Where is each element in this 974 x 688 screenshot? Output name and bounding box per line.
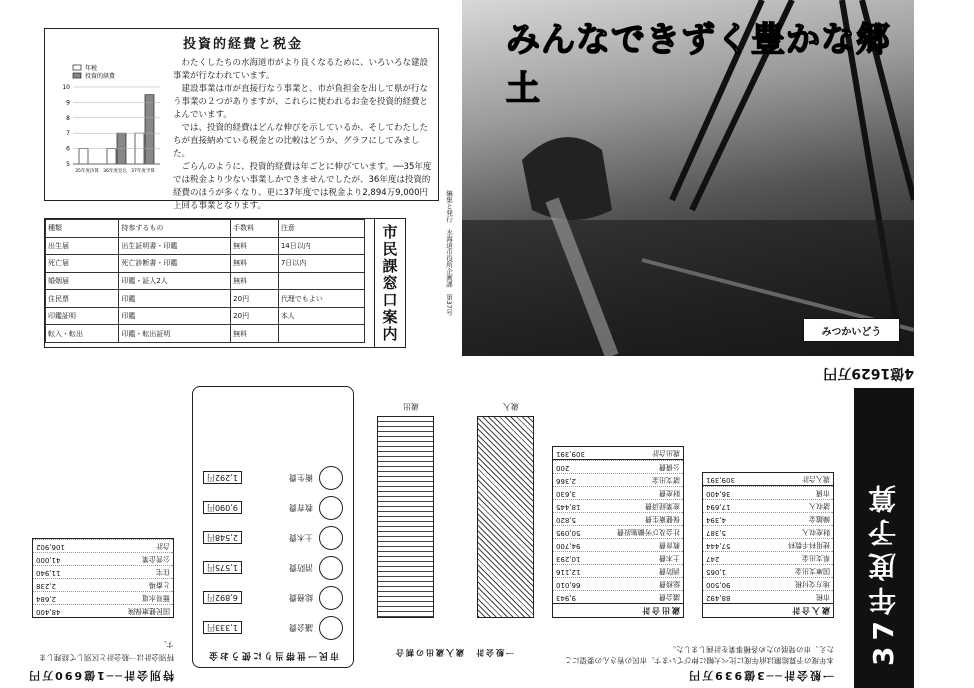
bar-年税 (107, 149, 116, 164)
row-value: 3,630 (556, 490, 577, 498)
table-row (46, 255, 365, 273)
row-value: 36,400 (706, 490, 731, 498)
coin-icon (319, 526, 343, 550)
revenue-table (702, 472, 834, 618)
coin-value: 9,090円 (203, 502, 242, 515)
citizen-office-title: 市民課窓口案内 (374, 219, 405, 347)
row-value: 11,940 (36, 569, 61, 577)
row-value: 247 (706, 555, 720, 563)
row-label: 諸支出金 (652, 476, 680, 484)
y-tick-label: 6 (66, 145, 70, 153)
coins-panel (192, 386, 354, 668)
budget-intro: 本年度の予算総額は前年度に比べ大幅に伸びています。市民の皆さんの要望にこたえ、市の発展のため各種事業を計画しました。 (564, 645, 834, 665)
x-tick-label: 36年度見込 (103, 169, 127, 174)
row-value: 17,694 (706, 503, 731, 511)
row-label: 市税 (816, 593, 830, 601)
special-total: 特別会計──1億690万円 (27, 669, 174, 682)
revenue-row (703, 577, 833, 590)
row-label: 住宅 (156, 568, 170, 576)
row-value: 4,394 (706, 516, 727, 524)
row-value: 2,366 (556, 477, 577, 485)
table-row (46, 307, 365, 325)
coin-label: 衛生費 (289, 473, 313, 483)
general-total: 一般会計──3億939万円 (687, 669, 834, 682)
row-value: 2,238 (36, 582, 57, 590)
row-value: 18,445 (556, 503, 581, 511)
coin-label: 土木費 (289, 533, 313, 543)
expense-row (553, 551, 683, 564)
row-label: と畜場 (149, 581, 170, 589)
table-cell (278, 272, 364, 290)
row-label: 諸収入 (809, 502, 830, 510)
budget-total: 4億1629万円 (823, 365, 914, 381)
expense-row (553, 538, 683, 551)
row-label: 社会及び労働施設費 (617, 528, 680, 536)
row-label: 公営企業 (142, 555, 170, 563)
coin-label: 教育費 (289, 503, 313, 513)
row-value: 94,700 (556, 542, 581, 550)
table-cell: 転入・転出 (46, 325, 119, 343)
row-label: 国民健康保険 (128, 607, 170, 615)
coin-item (203, 496, 343, 520)
row-label: 消防費 (659, 567, 680, 575)
table-cell: 出生証明書・印鑑 (119, 237, 231, 255)
x-tick-label: 35年度決算 (75, 169, 99, 174)
investment-para-1: わたくしたちの水海道市がより良くなるために、いろいろな建設事業が行なわれています。 (173, 58, 429, 81)
coin-icon (319, 466, 343, 490)
coin-value: 1,333円 (203, 622, 242, 635)
row-label: 繰越金 (809, 515, 830, 523)
revenue-row (703, 525, 833, 538)
stack-col-expense (377, 416, 434, 618)
table-cell: 無料 (231, 255, 279, 273)
row-value: 5,820 (556, 516, 577, 524)
y-tick-label: 9 (66, 99, 70, 107)
row-label: 総務費 (659, 580, 680, 588)
row-label: 財産収入 (802, 528, 830, 536)
y-tick-label: 7 (66, 130, 70, 138)
coin-label: 議会費 (289, 623, 313, 633)
expense-row (553, 525, 683, 538)
table-cell: 無料 (231, 237, 279, 255)
expense-row (553, 577, 683, 590)
coins-title: 市民一世帯当りに使うお金 (207, 650, 340, 660)
coin-value: 2,548円 (203, 532, 242, 545)
row-label: 土木費 (659, 554, 680, 562)
table-cell: 死亡届 (46, 255, 119, 273)
special-row (33, 565, 173, 578)
coin-icon (319, 556, 343, 580)
row-label: 合計 (156, 542, 170, 550)
stack-chart (364, 388, 544, 658)
row-label: 保健衛生費 (645, 515, 680, 523)
bar-年税 (79, 149, 88, 164)
row-value: 12,116 (556, 568, 581, 576)
row-value: 90,500 (706, 581, 731, 589)
photo-caption: みつかいどう (803, 318, 900, 342)
table-cell: 出生届 (46, 237, 119, 255)
table-cell: 20円 (231, 307, 279, 325)
row-value: 1,065 (706, 568, 727, 576)
x-tick-label: 37年度予算 (131, 169, 155, 174)
special-row (33, 591, 173, 604)
cover-photo (462, 0, 914, 356)
expense-total-row (553, 447, 683, 460)
coin-icon (319, 496, 343, 520)
coin-value: 1,575円 (203, 562, 242, 575)
special-row (33, 552, 173, 565)
stack-label-expense: 歳出 (403, 402, 419, 411)
table-cell: 死亡診断書・印鑑 (119, 255, 231, 273)
bar-投資的経費 (145, 95, 154, 164)
investment-panel (44, 28, 439, 211)
investment-body (173, 57, 435, 213)
legend-invest: 投資的経費 (85, 73, 116, 80)
budget-main-title: 37年度予算 (867, 479, 900, 666)
table-cell: 印鑑証明 (46, 307, 119, 325)
revenue-row (703, 551, 833, 564)
special-row (33, 578, 173, 591)
investment-para-4: ごらんのように、投資的経費は年ごとに伸びています。──35年度では税金より少ない事業しかできませんでしたが、36年度は投資的経費のほうが多くなり、更に37年度では税金より2,894万9,000円上回る事業となります。 (173, 162, 432, 211)
coin-item (203, 466, 343, 490)
table-cell: 印鑑 (119, 307, 231, 325)
table-cell: 婚姻届 (46, 272, 119, 290)
row-value: 48,400 (36, 608, 61, 616)
row-label: 使用料手数料 (788, 541, 830, 549)
table-cell: 印鑑・転出証明 (119, 325, 231, 343)
revenue-row (703, 590, 833, 603)
table-cell: 住民票 (46, 290, 119, 308)
table-cell: 本人 (278, 307, 364, 325)
coin-value: 1,292円 (203, 472, 242, 485)
expense-total: 309,391 (556, 450, 585, 458)
table-row (46, 290, 365, 308)
special-table (32, 538, 174, 618)
table-header-cell: 注意 (278, 220, 364, 238)
table-header-row (46, 220, 365, 238)
stack-label-revenue: 歳入 (503, 402, 519, 411)
row-label: 簡易水道 (142, 594, 170, 602)
investment-title: 投資的経費と税金 (182, 37, 303, 52)
expense-row (553, 473, 683, 486)
special-note: 特別会計は一般会計と区別して経理します。 (39, 640, 174, 662)
coin-item (203, 616, 343, 640)
revenue-total-label: 歳入合計 (802, 475, 830, 483)
special-row (33, 604, 173, 617)
revenue-row (703, 538, 833, 551)
table-row (46, 272, 365, 290)
row-value: 57,444 (706, 542, 731, 550)
table-cell: 7日以内 (278, 255, 364, 273)
row-label: 教育費 (659, 541, 680, 549)
revenue-row (703, 499, 833, 512)
coin-icon (319, 586, 343, 610)
row-value: 5,387 (706, 529, 727, 537)
revenue-title: 歳入合計 (703, 603, 833, 617)
photo-title: みんなできずく豊かな郷土 (506, 20, 891, 109)
table-cell: 代理でもよい (278, 290, 364, 308)
row-label: 議会費 (659, 593, 680, 601)
table-header-cell: 種類 (46, 220, 119, 238)
revenue-total-row (703, 473, 833, 486)
citizen-office-panel (44, 218, 406, 348)
expense-title: 歳出合計 (553, 603, 683, 617)
coin-item (203, 556, 343, 580)
budget-title-band (854, 388, 914, 688)
stack-col-revenue (477, 416, 534, 618)
row-value: 88,492 (706, 594, 731, 602)
budget-section (0, 360, 974, 688)
row-label: 地方交付税 (795, 580, 830, 588)
table-cell: 無料 (231, 272, 279, 290)
row-label: 市債 (816, 489, 830, 497)
coin-label: 総務費 (289, 593, 313, 603)
row-value: 66,010 (556, 581, 581, 589)
row-label: 財産費 (659, 489, 680, 497)
table-row (46, 237, 365, 255)
coin-icon (319, 616, 343, 640)
investment-para-3: では、投資的経費はどんな伸びを示しているか、そしてわたしたちが直接納めている税金との比較はどうか、グラフにしてみました。 (173, 123, 429, 159)
y-tick-label: 10 (62, 84, 70, 91)
coin-item (203, 586, 343, 610)
expense-row (553, 590, 683, 603)
row-label: 産業経済費 (645, 502, 680, 510)
stack-title: 一般会計 歳入歳出の割合 (394, 648, 514, 657)
investment-chart (55, 59, 165, 179)
expense-row (553, 460, 683, 473)
table-cell: 無料 (231, 325, 279, 343)
row-value: 10,293 (556, 555, 581, 563)
table-cell: 印鑑 (119, 290, 231, 308)
special-row (33, 539, 173, 552)
row-value: 106,902 (36, 543, 65, 551)
row-label: 公債費 (659, 463, 680, 471)
expense-row (553, 486, 683, 499)
row-label: 県支出金 (802, 554, 830, 562)
coin-label: 消防費 (289, 563, 313, 573)
row-value: 9,943 (556, 594, 577, 602)
row-value: 200 (556, 464, 570, 472)
table-cell: 印鑑・証人2人 (119, 272, 231, 290)
row-value: 2,684 (36, 595, 57, 603)
coin-value: 6,892円 (203, 592, 242, 605)
revenue-row (703, 512, 833, 525)
table-row (46, 325, 365, 343)
expense-total-label: 歳出合計 (652, 449, 680, 457)
legend-swatch-tax (73, 65, 81, 70)
coin-item (203, 526, 343, 550)
revenue-row (703, 486, 833, 499)
table-cell: 20円 (231, 290, 279, 308)
investment-para-2: 建設事業は市が直接行なう事業と、市が負担金を出して県が行なう事業の２つがありますが、これらに使われるお金を投資的経費とよんでいます。 (173, 84, 429, 120)
expense-table (552, 446, 684, 618)
y-tick-label: 5 (66, 161, 70, 168)
revenue-total: 309,391 (706, 476, 735, 484)
legend-swatch-invest (73, 73, 81, 78)
table-header-cell: 持参するもの (119, 220, 231, 238)
y-tick-label: 8 (66, 114, 70, 122)
row-value: 41,000 (36, 556, 61, 564)
expense-row (553, 512, 683, 525)
revenue-row (703, 564, 833, 577)
row-value: 50,095 (556, 529, 581, 537)
table-header-cell: 手数料 (231, 220, 279, 238)
expense-row (553, 564, 683, 577)
citizen-office-table (45, 219, 365, 343)
row-label: 国庫支出金 (795, 567, 830, 575)
publisher-column: 編集と発行 水海道市役所企画課 第37号 (445, 190, 453, 316)
table-cell: 14日以内 (278, 237, 364, 255)
expense-row (553, 499, 683, 512)
legend-tax: 年税 (85, 65, 98, 72)
table-cell (278, 325, 364, 343)
